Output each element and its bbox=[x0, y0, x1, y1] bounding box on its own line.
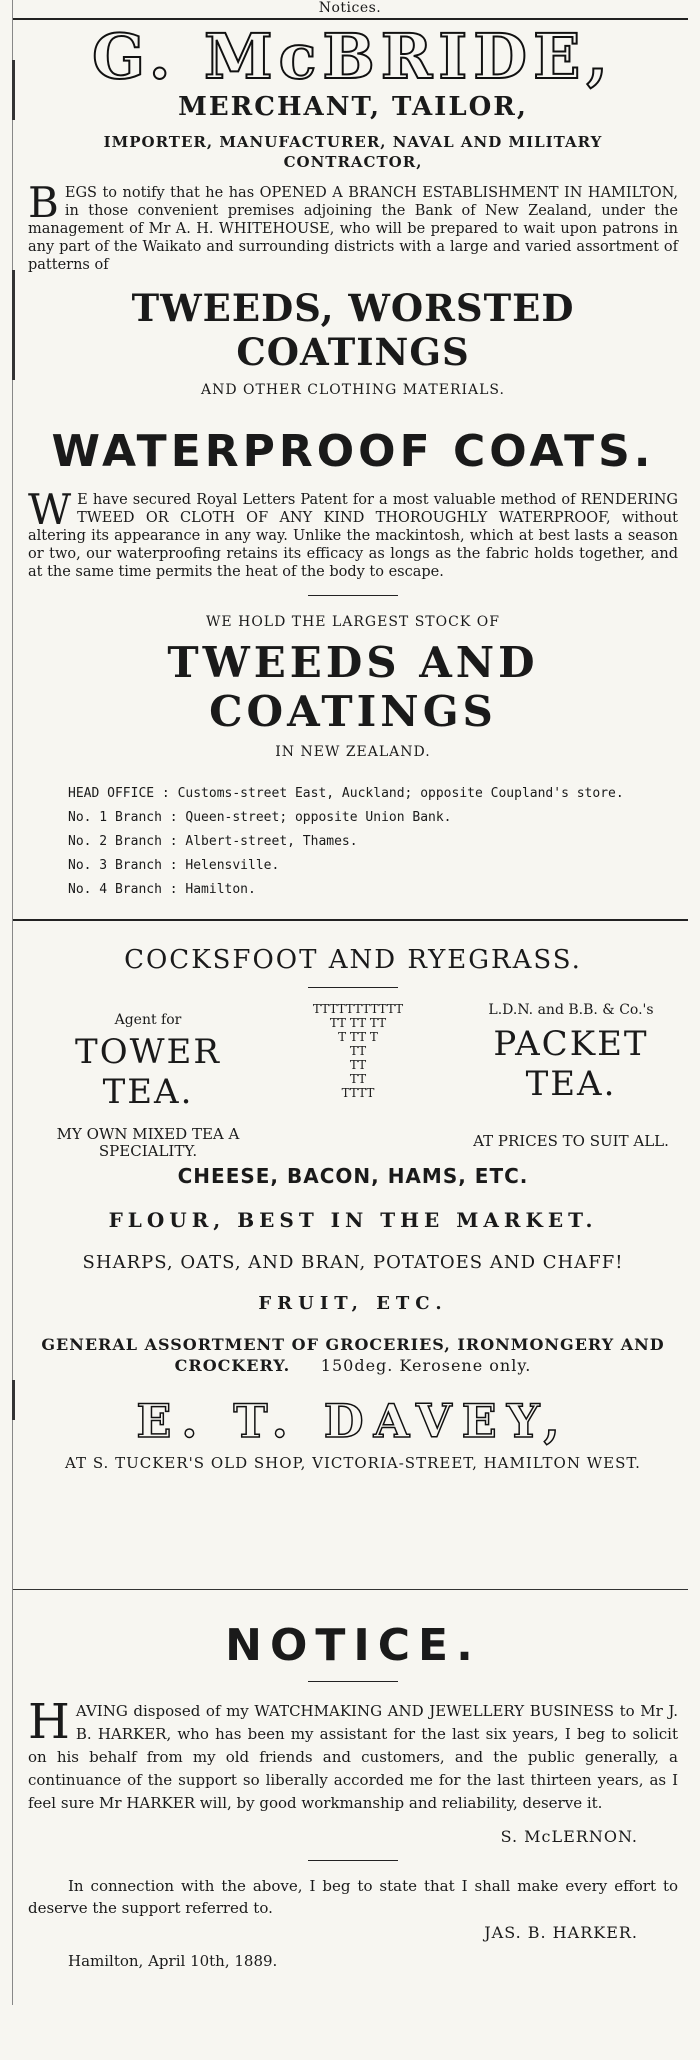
cocksfoot-heading: COCKSFOOT AND RYEGRASS. bbox=[124, 945, 582, 975]
intro-text: EGS to notify that he has OPENED A BRANCH ESTABLISHMENT IN HAMILTON, in those convenient premises adjoining the Bank of New Zealand, under the management of Mr A. H. WHITEHOUSE, who will be prepared to wait upon patrons in any part of the Waikato and surrounding districts with a large and varied assortment of patterns of bbox=[28, 185, 678, 273]
ldn-label: L.D.N. and B.B. & Co.'s bbox=[488, 1002, 654, 1018]
patent-text: E have secured Royal Letters Patent for a most valuable method of RENDERING TWEED OR CLOTH OF ANY KIND THOROUGHLY WATERPROOF, without altering its appearance in any way. Unlike the mackintosh, which at best lasts a season or two, our waterproofing retains its efficacy as longs as the fabric holds together, and at the same time permits the heat of the body to escape. bbox=[28, 492, 678, 580]
kerosene: 150deg. Kerosene only. bbox=[320, 1356, 532, 1375]
divider bbox=[308, 987, 398, 988]
branch-item: No. 4 Branch : Hamilton. bbox=[68, 882, 256, 897]
t-emblem bbox=[298, 1002, 418, 1100]
sharps-line: SHARPS, OATS, AND BRAN, POTATOES AND CHAFF! bbox=[82, 1252, 624, 1273]
packet-tea: PACKET TEA. bbox=[493, 1024, 649, 1104]
branch-item: No. 1 Branch : Queen-street; opposite Union Bank. bbox=[68, 810, 452, 825]
t-emblem-line: TT TT TT bbox=[329, 1016, 387, 1030]
notice-date: Hamilton, April 10th, 1889. bbox=[68, 1952, 278, 1970]
dropcap: B bbox=[28, 178, 59, 227]
branch-item: No. 2 Branch : Albert-street, Thames. bbox=[68, 834, 358, 849]
divider bbox=[308, 1681, 398, 1682]
mcbride-roles: IMPORTER, MANUFACTURER, NAVAL AND MILITARY CONTRACTOR, bbox=[103, 133, 603, 171]
mcbride-name: G. McBRIDE, bbox=[92, 20, 614, 93]
t-emblem-line: TT bbox=[349, 1058, 367, 1072]
section-rule bbox=[12, 1589, 688, 1590]
branch-item: HEAD OFFICE : Customs-street East, Auckland; opposite Coupland's store. bbox=[68, 786, 624, 801]
dropcap: H bbox=[28, 1694, 70, 1750]
other-materials: AND OTHER CLOTHING MATERIALS. bbox=[201, 382, 505, 398]
davey-address: AT S. TUCKER'S OLD SHOP, VICTORIA-STREET, HAMILTON WEST. bbox=[65, 1454, 641, 1472]
mcbride-advertisement bbox=[12, 20, 688, 919]
davey-name: E. T. DAVEY, bbox=[136, 1394, 570, 1448]
general-assortment bbox=[28, 1334, 678, 1376]
fruit-heading: FRUIT, ETC. bbox=[258, 1293, 448, 1314]
section-rule bbox=[12, 919, 688, 921]
divider bbox=[308, 595, 398, 596]
flour-heading: FLOUR, BEST IN THE MARKET. bbox=[108, 1208, 598, 1232]
divider bbox=[308, 1860, 398, 1861]
notice-body bbox=[28, 1694, 678, 1815]
tweeds-coatings-heading: TWEEDS AND COATINGS bbox=[167, 638, 539, 736]
waterproof-heading: WATERPROOF COATS. bbox=[51, 426, 655, 477]
branch-item: No. 3 Branch : Helensville. bbox=[68, 858, 280, 873]
branch-list bbox=[68, 782, 678, 902]
in-new-zealand: IN NEW ZEALAND. bbox=[275, 744, 431, 760]
mcbride-intro bbox=[28, 178, 678, 274]
largest-stock: WE HOLD THE LARGEST STOCK OF bbox=[206, 614, 500, 630]
t-emblem-line: T TT T bbox=[338, 1030, 378, 1044]
t-emblem-line: TT bbox=[349, 1072, 367, 1086]
patent-paragraph bbox=[28, 485, 678, 581]
tower-tea-column bbox=[38, 1002, 258, 1160]
t-emblem-line: TTTTTTTTTTT bbox=[312, 1002, 404, 1016]
tweeds-worsted-heading: TWEEDS, WORSTED COATINGS bbox=[131, 286, 575, 374]
prices: AT PRICES TO SUIT ALL. bbox=[473, 1132, 669, 1150]
packet-tea-column bbox=[448, 1002, 694, 1150]
cheese-heading: CHEESE, BACON, HAMS, ETC. bbox=[177, 1164, 529, 1188]
watchmaker-notice bbox=[12, 1620, 688, 2060]
t-emblem-line: TT bbox=[349, 1044, 367, 1058]
section-header: Notices. bbox=[318, 0, 382, 16]
tower-tea: TOWER TEA. bbox=[75, 1032, 221, 1112]
connection-paragraph: In connection with the above, I beg to state that I shall make every effort to deserve the support referred to. bbox=[28, 1877, 678, 1917]
mixed-tea: MY OWN MIXED TEA A SPECIALITY. bbox=[56, 1125, 240, 1160]
signature-harker: JAS. B. HARKER. bbox=[484, 1923, 638, 1942]
agent-for: Agent for bbox=[114, 1012, 182, 1028]
mcbride-trade: MERCHANT, TAILOR, bbox=[178, 92, 528, 122]
notice-title: NOTICE. bbox=[225, 1620, 481, 1671]
general-text: GENERAL ASSORTMENT OF GROCERIES, IRONMONGERY AND CROCKERY. bbox=[41, 1335, 665, 1375]
dropcap: W bbox=[28, 485, 72, 534]
davey-advertisement bbox=[12, 945, 688, 1589]
t-emblem-line: TTTT bbox=[341, 1086, 375, 1100]
notice-text: AVING disposed of my WATCHMAKING AND JEWELLERY BUSINESS to Mr J. B. HARKER, who has been my assistant for the last six years, I beg to solicit on his behalf from my old friends and customers, and the public generally, a continuance of the support so liberally accorded me for the last thirteen years, as I feel sure Mr HARKER will, by good workmanship and reliability, deserve it. bbox=[28, 1702, 678, 1812]
signature-mclernon: S. McLERNON. bbox=[500, 1827, 638, 1846]
tea-section bbox=[28, 1002, 678, 1160]
newspaper-page bbox=[12, 0, 688, 2005]
